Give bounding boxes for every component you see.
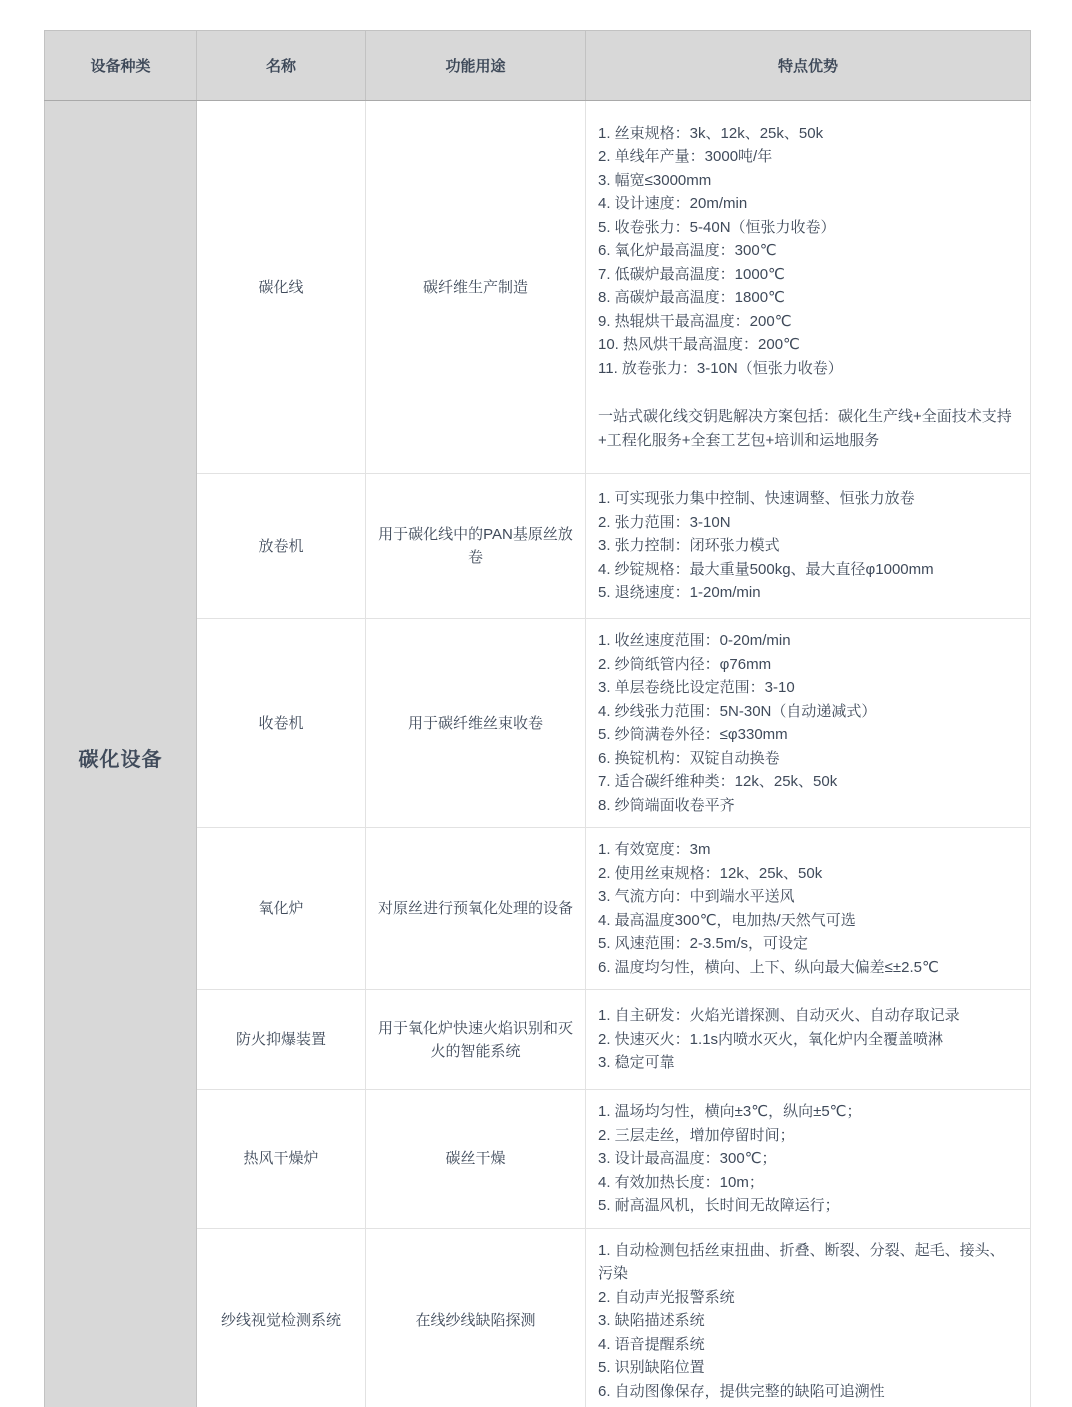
feature-line: 4. 设计速度：20m/min — [598, 195, 748, 213]
feature-line: 4. 纱锭规格：最大重量500kg、最大直径φ1000mm — [598, 560, 934, 578]
equipment-spec-table — [44, 30, 1031, 1407]
feature-line: 5. 纱筒满卷外径：≤φ330mm — [598, 726, 788, 743]
feature-line: 7. 适合碳纤维种类：12k、25k、50k — [598, 773, 838, 790]
features-cell — [586, 828, 1031, 990]
features-cell — [586, 1228, 1031, 1407]
function-cell: 碳纤维生产制造 — [366, 101, 586, 474]
category-cell: 碳化设备 — [45, 101, 197, 1407]
feature-line: 8. 纱筒端面收卷平齐 — [598, 796, 735, 814]
table-header-row — [45, 31, 1031, 101]
features-cell — [586, 1090, 1031, 1229]
function-cell: 用于碳纤维丝束收卷 — [366, 619, 586, 828]
feature-line: 6. 自动图像保存，提供完整的缺陷可追溯性 — [598, 1382, 885, 1400]
feature-line: 4. 语音提醒系统 — [598, 1335, 705, 1353]
feature-line: 5. 退绕速度：1-20m/min — [598, 584, 761, 602]
feature-line: 4. 最高温度300℃，电加热/天然气可选 — [598, 911, 856, 929]
feature-line: 2. 单线年产量：3000吨/年 — [598, 148, 773, 166]
name-cell: 放卷机 — [197, 474, 366, 619]
features-list — [598, 629, 1018, 817]
feature-line: 1. 可实现张力集中控制、快速调整、恒张力放卷 — [598, 490, 915, 508]
features-list — [598, 122, 1018, 381]
function-cell: 碳丝干燥 — [366, 1090, 586, 1229]
feature-line: 10. 热风烘干最高温度：200℃ — [598, 336, 800, 354]
feature-line: 6. 温度均匀性，横向、上下、纵向最大偏差≤±2.5℃ — [598, 958, 939, 976]
feature-line: 6. 氧化炉最高温度：300℃ — [598, 242, 777, 260]
name-cell: 收卷机 — [197, 619, 366, 828]
feature-line: 2. 张力范围：3-10N — [598, 513, 731, 531]
name-cell: 热风干燥炉 — [197, 1090, 366, 1229]
feature-line: 6. 换锭机构：双锭自动换卷 — [598, 749, 780, 767]
feature-line: 3. 张力控制：闭环张力模式 — [598, 537, 780, 555]
header-cell-function: 功能用途 — [366, 31, 586, 101]
function-cell: 用于碳化线中的PAN基原丝放卷 — [366, 474, 586, 619]
feature-line: 3. 缺陷描述系统 — [598, 1312, 705, 1329]
header-cell-name: 名称 — [197, 31, 366, 101]
features-list — [598, 1004, 1018, 1075]
feature-line: 9. 热辊烘干最高温度：200℃ — [598, 312, 792, 330]
feature-line: 8. 高碳炉最高温度：1800℃ — [598, 289, 785, 307]
feature-line: 5. 耐高温风机，长时间无故障运行； — [598, 1197, 840, 1214]
feature-line: 2. 使用丝束规格：12k、25k、50k — [598, 864, 823, 882]
feature-line: 3. 单层卷绕比设定范围：3-10 — [598, 679, 795, 696]
function-cell: 在线纱线缺陷探测 — [366, 1228, 586, 1407]
features-cell — [586, 619, 1031, 828]
feature-line: 1. 自动检测包括丝束扭曲、折叠、断裂、分裂、起毛、接头、污染 — [598, 1241, 1005, 1282]
features-list — [598, 838, 1018, 979]
function-cell: 对原丝进行预氧化处理的设备 — [366, 828, 586, 990]
feature-line: 2. 三层走丝，增加停留时间； — [598, 1126, 795, 1144]
features-list — [598, 1100, 1018, 1218]
feature-line: 4. 纱线张力范围：5N-30N（自动递减式） — [598, 702, 877, 720]
feature-line: 3. 设计最高温度：300℃； — [598, 1150, 777, 1167]
table-row — [45, 101, 1031, 474]
name-cell: 防火抑爆装置 — [197, 990, 366, 1090]
feature-line: 5. 识别缺陷位置 — [598, 1359, 705, 1376]
features-list — [598, 1239, 1018, 1404]
header-cell-device-type: 设备种类 — [45, 31, 197, 101]
name-cell: 碳化线 — [197, 101, 366, 474]
feature-line: 1. 有效宽度：3m — [598, 841, 711, 858]
feature-line: 11. 放卷张力：3-10N（恒张力收卷） — [598, 359, 843, 377]
feature-line: 1. 自主研发：火焰光谱探测、自动灭火、自动存取记录 — [598, 1007, 960, 1025]
name-cell: 氧化炉 — [197, 828, 366, 990]
turnkey-note: 一站式碳化线交钥匙解决方案包括：碳化生产线+全面技术支持+工程化服务+全套工艺包+培训和运地服务 — [598, 408, 1012, 449]
feature-line: 2. 纱筒纸管内径：φ76mm — [598, 655, 772, 673]
feature-line: 3. 气流方向：中到端水平送风 — [598, 888, 795, 905]
features-cell — [586, 990, 1031, 1090]
header-cell-features: 特点优势 — [586, 31, 1031, 101]
feature-line: 3. 幅宽≤3000mm — [598, 171, 712, 189]
feature-line: 7. 低碳炉最高温度：1000℃ — [598, 265, 785, 283]
feature-line: 5. 风速范围：2-3.5m/s，可设定 — [598, 935, 809, 952]
feature-line: 1. 温场均匀性，横向±3℃，纵向±5℃； — [598, 1103, 862, 1120]
feature-line: 1. 丝束规格：3k、12k、25k、50k — [598, 124, 824, 142]
features-list — [598, 487, 1018, 605]
features-cell — [586, 474, 1031, 619]
feature-line: 5. 收卷张力：5-40N（恒张力收卷） — [598, 218, 836, 236]
features-cell — [586, 101, 1031, 474]
feature-line: 1. 收丝速度范围：0-20m/min — [598, 632, 791, 649]
feature-line: 2. 快速灭火：1.1s内喷水灭火，氧化炉内全覆盖喷淋 — [598, 1030, 944, 1048]
name-cell: 纱线视觉检测系统 — [197, 1228, 366, 1407]
feature-line: 4. 有效加热长度：10m； — [598, 1173, 764, 1191]
function-cell: 用于氧化炉快速火焰识别和灭火的智能系统 — [366, 990, 586, 1090]
feature-line: 3. 稳定可靠 — [598, 1054, 675, 1072]
feature-line: 2. 自动声光报警系统 — [598, 1288, 735, 1306]
